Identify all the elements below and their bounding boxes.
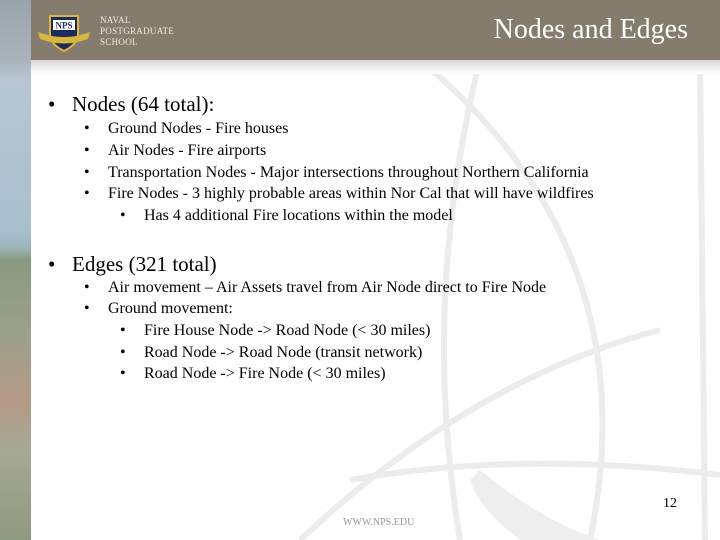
nodes-heading <box>48 92 214 117</box>
list-item <box>84 185 594 203</box>
list-subitem <box>120 322 430 340</box>
school-line: NAVAL <box>100 15 131 25</box>
bullet: • <box>84 142 90 159</box>
bullet: • <box>84 120 90 137</box>
list-item <box>84 120 288 138</box>
item-text: Transportation Nodes - Major intersections throughout Northern California <box>108 164 589 181</box>
logo-text: NPS <box>55 20 73 31</box>
footer-url: WWW.NPS.EDU <box>343 517 415 528</box>
list-item <box>84 300 233 318</box>
header-shadow <box>31 60 720 74</box>
school-name <box>100 15 174 48</box>
bullet: • <box>84 300 90 317</box>
bullet: • <box>120 344 126 361</box>
page-number: 12 <box>663 496 677 511</box>
bullet: • <box>48 252 56 276</box>
bullet: • <box>84 164 90 181</box>
list-subitem <box>120 344 422 362</box>
slide-title: Nodes and Edges <box>493 14 688 45</box>
bullet: • <box>48 92 56 116</box>
edges-heading <box>48 252 217 277</box>
bullet: • <box>120 365 126 382</box>
bullet: • <box>84 279 90 296</box>
bullet: • <box>120 207 126 224</box>
list-subitem <box>120 207 453 225</box>
heading-text: Nodes (64 total): <box>72 92 215 116</box>
nps-logo <box>36 12 92 52</box>
item-text: Fire House Node -> Road Node (< 30 miles) <box>144 322 431 339</box>
item-text: Ground movement: <box>108 300 233 317</box>
list-item <box>84 279 546 297</box>
item-text: Air Nodes - Fire airports <box>108 142 267 159</box>
item-text: Road Node -> Road Node (transit network) <box>144 344 423 361</box>
school-line: SCHOOL <box>100 37 138 47</box>
list-subitem <box>120 365 386 383</box>
bullet: • <box>120 322 126 339</box>
bullet: • <box>84 185 90 202</box>
heading-text: Edges (321 total) <box>72 252 217 276</box>
item-text: Road Node -> Fire Node (< 30 miles) <box>144 365 386 382</box>
list-item <box>84 164 589 182</box>
item-text: Has 4 additional Fire locations within the model <box>144 207 453 224</box>
list-item <box>84 142 266 160</box>
item-text: Ground Nodes - Fire houses <box>108 120 289 137</box>
item-text: Air movement – Air Assets travel from Air Node direct to Fire Node <box>108 279 547 296</box>
school-line: POSTGRADUATE <box>100 26 175 36</box>
item-text: Fire Nodes - 3 highly probable areas within Nor Cal that will have wildfires <box>108 185 594 202</box>
